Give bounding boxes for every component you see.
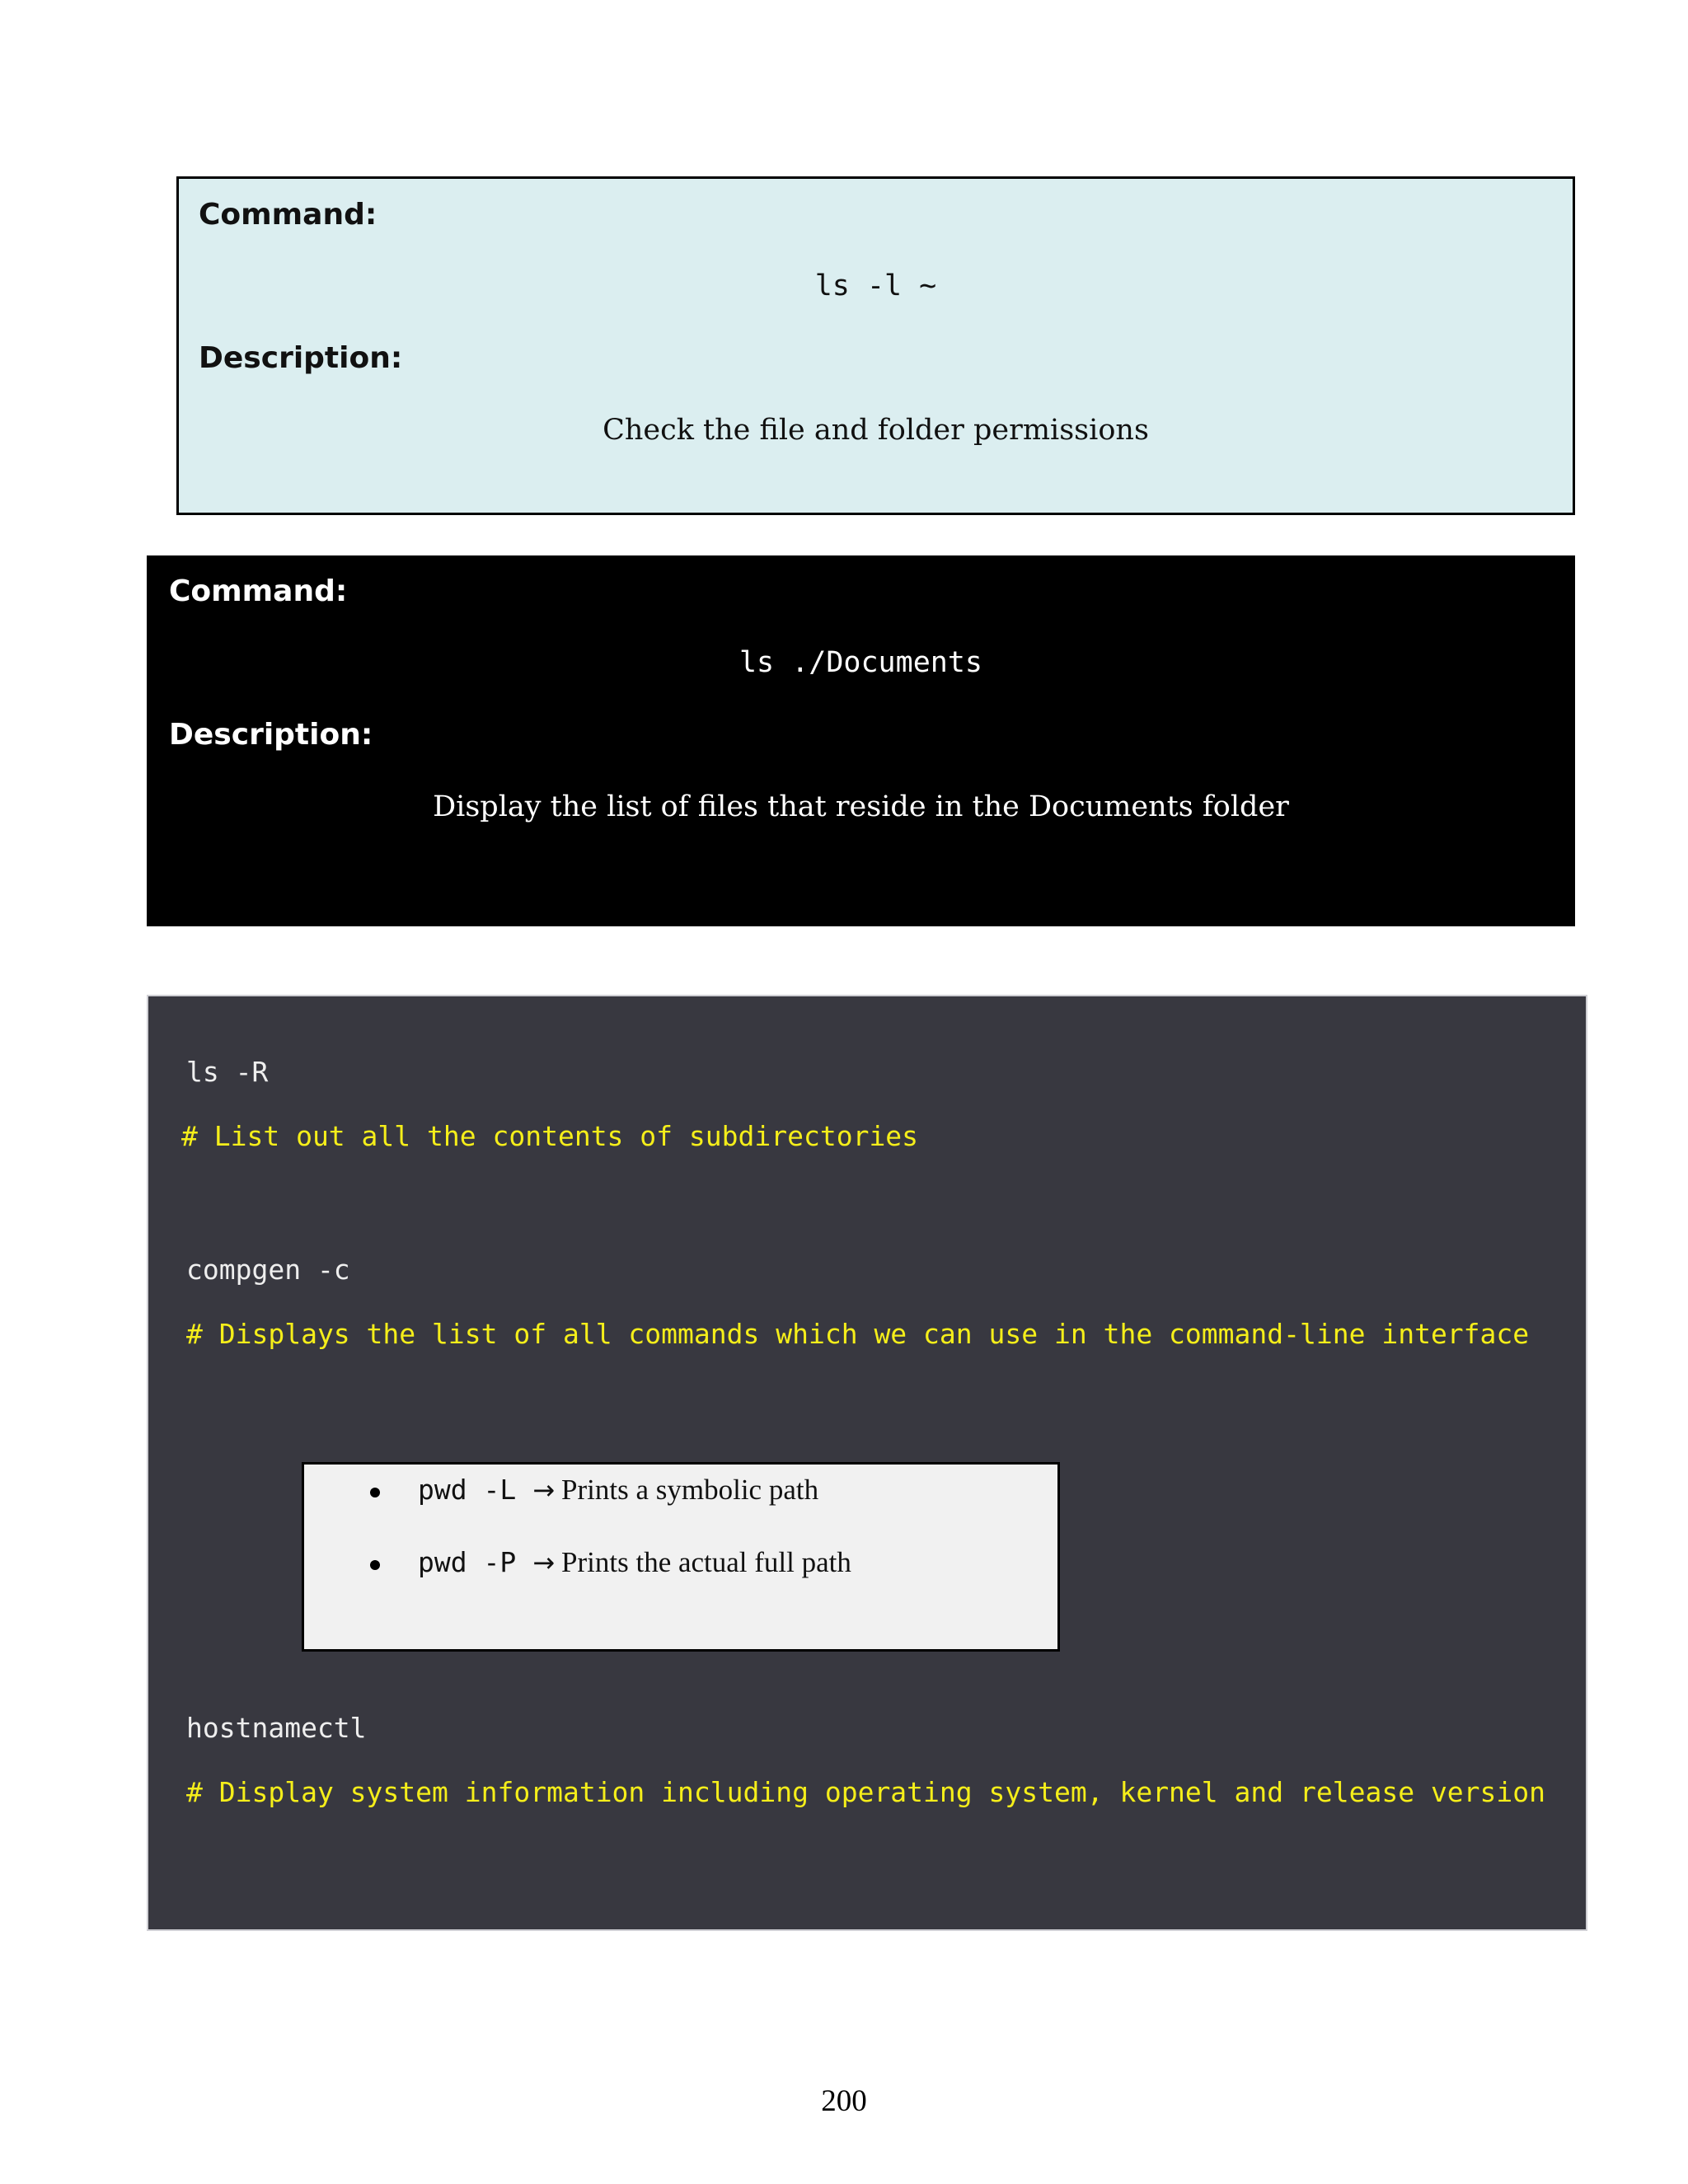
bullet-icon — [370, 1560, 380, 1570]
arrow-icon: → — [532, 1547, 556, 1578]
note-item-code: pwd -L — [418, 1474, 517, 1506]
command-text: ls ./Documents — [738, 646, 982, 679]
description-label: Description: — [199, 341, 403, 375]
code-block — [147, 995, 1587, 1931]
command-card-ls-l — [176, 176, 1575, 515]
note-item-code: pwd -P — [418, 1546, 517, 1578]
page-number: 200 — [821, 2084, 867, 2118]
command-text: ls -l ~ — [814, 269, 937, 302]
description-text: Display the list of files that reside in the Documents folder — [433, 790, 1289, 823]
bullet-icon — [370, 1488, 380, 1497]
code-line-comment: # Display system information including operating system, kernel and release version — [186, 1776, 1546, 1808]
description-label: Description: — [169, 718, 373, 752]
code-line-comment: # Displays the list of all commands which we can use in the command-line interface — [186, 1318, 1530, 1350]
command-label: Command: — [199, 198, 377, 232]
command-card-ls-documents — [147, 555, 1575, 926]
code-line-comment: # List out all the contents of subdirectories — [181, 1120, 919, 1152]
code-line-command: compgen -c — [186, 1254, 350, 1286]
note-item-text: Prints a symbolic path — [561, 1474, 819, 1506]
code-line-command: ls -R — [186, 1056, 269, 1088]
code-line-command: hostnamectl — [186, 1712, 367, 1744]
pwd-note-box — [302, 1462, 1060, 1652]
description-text: Check the file and folder permissions — [603, 414, 1149, 447]
note-item — [370, 1474, 818, 1507]
arrow-icon: → — [532, 1474, 556, 1506]
command-label: Command: — [169, 574, 348, 608]
note-item-text: Prints the actual full path — [561, 1546, 851, 1578]
note-item — [370, 1546, 851, 1579]
